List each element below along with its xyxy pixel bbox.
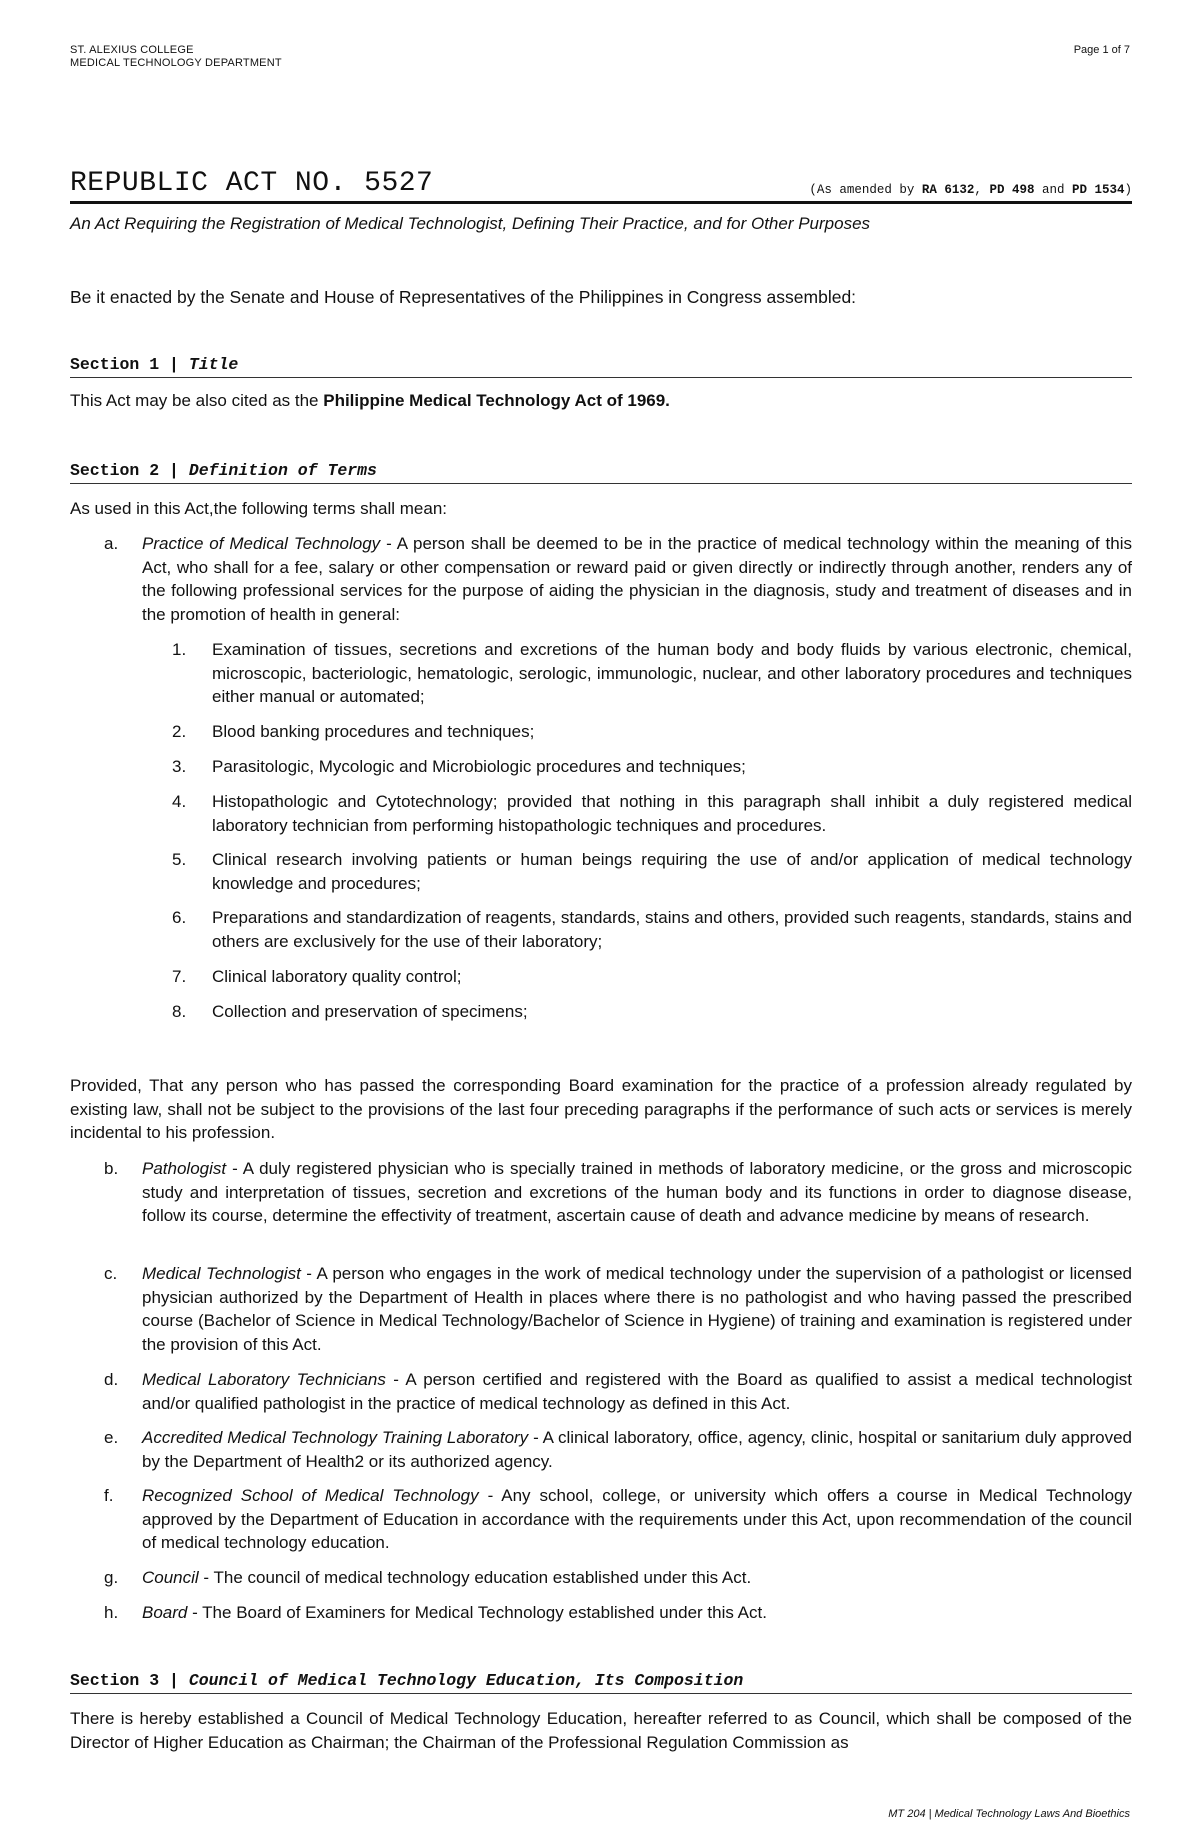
service-item: 7. Clinical laboratory quality control; [172,967,462,986]
section-1-text: This Act may be also cited as the Philippine Medical Technology Act of 1969. [70,391,670,410]
section-3-text: There is hereby established a Council of Medical Technology Education, hereafter referred to as Council, which shall be composed of the Director of Higher Education as Chairman; the Chairman of the Professional Regulation Commission as [70,1709,1132,1752]
service-item: 2. Blood banking procedures and techniques; [172,722,535,741]
service-item: 4. Histopathologic and Cytotechnology; provided that nothing in this paragraph shall inhibit a duly registered medical laboratory technician from performing histopathologic techniques and procedures. [172,792,1132,835]
definition-item: e. Accredited Medical Technology Training Laboratory - A clinical laboratory, office, agency, clinic, hospital or sanitarium duly approved by the Department of Health2 or its authorized agency. [104,1428,1133,1471]
section-2-intro: As used in this Act,the following terms shall mean: [70,499,448,518]
service-item: 3. Parasitologic, Mycologic and Microbiologic procedures and techniques; [172,757,746,776]
amendment-note: (As amended by RA 6132, PD 498 and PD 1534) [809,183,1132,197]
page-footer: MT 204 | Medical Technology Laws And Bioethics [888,1808,1130,1820]
college-name: ST. ALEXIUS COLLEGE [70,44,194,56]
definition-item: c. Medical Technologist - A person who engages in the work of medical technology under the supervision of a pathologist or licensed physician authorized by the Department of Health in places where there is no pathologist and who having passed the prescribed course (Bachelor of Science in Medical Technology/Bachelor of Science in Hygiene) of training and examination is registered under the provision of this Act. [104,1264,1132,1354]
definition-item: g. Council - The council of medical technology education established under this Act. [104,1568,752,1587]
page-number: Page 1 of 7 [1073,44,1130,56]
section-2-heading: Section 2 | Definition of Terms [70,461,1132,484]
definition-item: f. Recognized School of Medical Technology - Any school, college, or university which offers a course in Medical Technology approved by the Department of Education in accordance with the requirements under this Act, upon recommendation of the council of medical technology education. [104,1486,1132,1552]
definition-item: b. Pathologist - A duly registered physician who is specially trained in methods of laboratory medicine, or the gross and microscopic study and interpretation of tissues, secretion and excretions of the human body and its functions in order to diagnose disease, follow its course, determine the effectivity of treatment, ascertain cause of death and advance medicine by means of research. [104,1159,1132,1225]
act-title: REPUBLIC ACT NO. 5527 [70,168,434,199]
definition-item: d. Medical Laboratory Technicians - A person certified and registered with the Board as qualified to assist a medical technologist and/or qualified pathologist in the practice of medical technology as defined in this Act. [104,1370,1133,1413]
definition-item: h. Board - The Board of Examiners for Medical Technology established under this Act. [104,1603,767,1622]
proviso-paragraph: Provided, That any person who has passed the corresponding Board examination for the practice of a profession already regulated by existing law, shall not be subject to the provisions of the last four preceding paragraphs if the performance of such acts or services is merely incidental to his profession. [70,1076,1132,1142]
section-1-heading: Section 1 | Title [70,355,1132,378]
department-name: MEDICAL TECHNOLOGY DEPARTMENT [70,57,282,69]
act-title-bar [70,165,1132,204]
service-item: 6. Preparations and standardization of reagents, standards, stains and others, provided such reagents, standards, stains and others are exclusively for the use of their laboratory; [172,908,1132,951]
service-item: 5. Clinical research involving patients or human beings requiring the use of and/or application of medical technology knowledge and procedures; [172,850,1132,893]
page-header-institution [70,44,282,70]
enacting-clause: Be it enacted by the Senate and House of Representatives of the Philippines in Congress assembled: [70,287,857,307]
service-item: 8. Collection and preservation of specimens; [172,1002,528,1021]
definition-a: a. Practice of Medical Technology - A person shall be deemed to be in the practice of medical technology within the meaning of this Act, who shall for a fee, salary or other compensation or reward paid or given directly or indirectly through another, renders any of the following professional services for the purpose of aiding the physician in the diagnosis, study and treatment of diseases and in the promotion of health in general: [104,534,1132,624]
section-3-heading: Section 3 | Council of Medical Technology Education, Its Composition [70,1671,1132,1694]
service-item: 1. Examination of tissues, secretions and excretions of the human body and body fluids by various electronic, chemical, microscopic, bacteriologic, hematologic, serologic, immunologic, nuclear, and other laboratory procedures and techniques either manual or automated; [172,640,1132,706]
act-subtitle: An Act Requiring the Registration of Medical Technologist, Defining Their Practice, and for Other Purposes [70,214,871,233]
